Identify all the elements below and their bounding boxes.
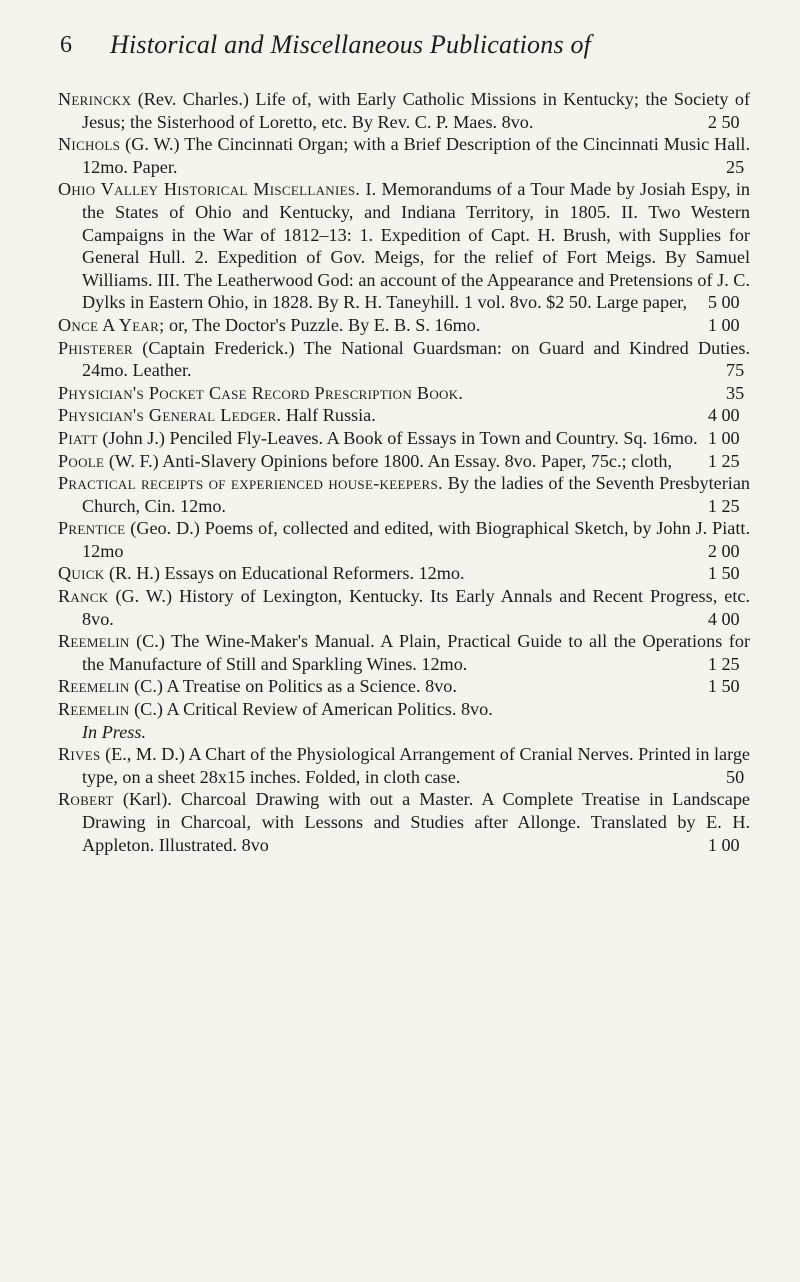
entry-price: 2 50 bbox=[707, 111, 740, 132]
entry-text: (C.) A Critical Review of American Politics. 8vo. bbox=[134, 699, 493, 720]
entry-price: 1 25 bbox=[707, 495, 740, 516]
entry-author: Quick bbox=[58, 563, 105, 584]
entry-price: 1 00 bbox=[707, 834, 740, 855]
entry-author: Reemelin bbox=[58, 699, 130, 720]
entry-price: 1 50 bbox=[707, 563, 740, 584]
entry-text: (R. H.) Essays on Educational Reformers. 12mo. bbox=[108, 563, 465, 584]
entry-text: (W. F.) Anti-Slavery Opinions before 1800. An Essay. 8vo. Paper, 75c.; cloth, bbox=[108, 450, 673, 471]
catalog-entry-reemelin-politics bbox=[58, 675, 750, 698]
catalog-entry-reemelin-review bbox=[58, 698, 750, 743]
entry-price: 1 00 bbox=[707, 427, 740, 448]
entry-price: 1 25 bbox=[707, 653, 740, 674]
entry-text: (E., M. D.) A Chart of the Physiological Arrangement of Cranial Nerves. Printed in large type, on a sheet 28x15 inches. Folded, in cloth case. bbox=[82, 744, 750, 787]
catalog-entries bbox=[58, 88, 750, 856]
entry-price: 1 50 bbox=[707, 676, 740, 697]
entry-text: (G. W.) The Cincinnati Organ; with a Brief Description of the Cincinnati Music Hall. 12mo. Paper. bbox=[82, 134, 751, 177]
entry-text: (C.) A Treatise on Politics as a Science. 8vo. bbox=[134, 676, 457, 697]
entry-text: (Rev. Charles.) Life of, with Early Catholic Missions in Kentucky; the Society of Jesus; the Sisterhood of Loretto, etc. By Rev. C. P. Maes. 8vo. bbox=[82, 89, 751, 132]
entry-price: 4 00 bbox=[707, 405, 740, 426]
entry-note: In Press. bbox=[82, 721, 146, 742]
entry-author: Rives bbox=[58, 744, 101, 765]
entry-author: Physician's Pocket Case Record Prescription Book. bbox=[58, 382, 464, 403]
catalog-entry-piatt bbox=[58, 427, 750, 450]
entry-text: (Karl). Charcoal Drawing with out a Master. A Complete Treatise in Landscape Drawing in Charcoal, with Lessons and Studies after Allonge. Translated by E. H. Appleton. Illustrated. 8vo bbox=[82, 789, 750, 855]
entry-author: Practical receipts of experienced house-keepers. bbox=[58, 473, 443, 494]
catalog-entry-rives: Rives (E., M. D.) A Chart of the Physiological Arrangement of Cranial Nerves. Printed in large type, on a sheet 28x15 inches. Folded, in cloth case. 50 bbox=[58, 744, 750, 787]
catalog-entry-practical-receipts bbox=[58, 472, 750, 517]
catalog-entry-ohio-valley bbox=[58, 178, 750, 314]
entry-author: Prentice bbox=[58, 518, 126, 539]
entry-author: Once A Year; bbox=[58, 314, 165, 335]
catalog-entry-quick bbox=[58, 562, 750, 585]
entry-author: Reemelin bbox=[58, 631, 130, 652]
entry-text: (G. W.) History of Lexington, Kentucky. Its Early Annals and Recent Progress, etc. 8vo. bbox=[82, 586, 750, 629]
entry-author: Nichols bbox=[58, 134, 121, 155]
entry-author: Ranck bbox=[58, 586, 109, 607]
entry-author: Ohio Valley Historical Miscellanies. bbox=[58, 179, 361, 200]
catalog-entry-nerinckx bbox=[58, 88, 750, 133]
catalog-entry-reemelin-wine bbox=[58, 630, 750, 675]
entry-price: 2 00 bbox=[707, 540, 740, 561]
catalog-entry-nichols: Nichols (G. W.) The Cincinnati Organ; with a Brief Description of the Cincinnati Music Hall. 12mo. Paper. 25 bbox=[58, 134, 751, 177]
entry-text: or, The Doctor's Puzzle. By E. B. S. 16mo. bbox=[169, 314, 481, 335]
entry-text: (John J.) Penciled Fly-Leaves. A Book of Essays in Town and Country. Sq. 16mo. bbox=[102, 427, 698, 448]
entry-author: Robert bbox=[58, 789, 114, 810]
entry-price: 4 00 bbox=[707, 608, 740, 629]
entry-price: 5 00 bbox=[707, 292, 740, 313]
entry-text: (Captain Frederick.) The National Guardsman: on Guard and Kindred Duties. 24mo. Leather. bbox=[82, 337, 751, 381]
entry-author: Reemelin bbox=[58, 676, 130, 697]
catalog-entry-robert bbox=[58, 788, 750, 856]
entry-text: (C.) The Wine-Maker's Manual. A Plain, Practical Guide to all the Operations for the Manufacture of Still and Sparkling Wines. 12mo. bbox=[82, 631, 750, 674]
running-head bbox=[60, 26, 750, 66]
entry-author: Piatt bbox=[58, 427, 98, 448]
entry-price: 1 25 bbox=[707, 450, 740, 471]
entry-price: 1 00 bbox=[707, 314, 740, 335]
entry-text: I. Memorandums of a Tour Made by Josiah Espy, in the States of Ohio and Kentucky, and Indiana Territory, in 1805. II. Two Western Campaigns in the War of 1812–13: 1. Expedition of Capt. H. Brush, with Supplies for General Hull. 2. Expedition of Gov. Meigs, for the relief of Fort Meigs. By Samuel Williams. III. The Leatherwood God: an account of the Appearance and Pretensions of J. C. Dylks in Eastern Ohio, in 1828. By R. H. Taneyhill. 1 vol. 8vo. $2 50. Large paper, bbox=[82, 179, 750, 313]
catalog-entry-once-a-year bbox=[58, 314, 750, 337]
entry-text: Half Russia. bbox=[285, 405, 376, 426]
catalog-entry-phisterer: Phisterer (Captain Frederick.) The National Guardsman: on Guard and Kindred Duties. 24mo. Leather. 75 bbox=[58, 337, 751, 381]
entry-text: By the ladies of the Seventh Presbyterian Church, Cin. 12mo. bbox=[82, 473, 751, 516]
catalog-entry-pocket-case: Physician's Pocket Case Record Prescription Book. 35 bbox=[58, 382, 745, 403]
catalog-entry-ranck bbox=[58, 585, 750, 630]
running-title: Historical and Miscellaneous Publications of bbox=[110, 30, 592, 59]
catalog-entry-prentice bbox=[58, 517, 750, 562]
entry-author: Phisterer bbox=[58, 337, 133, 358]
catalog-entry-poole bbox=[58, 450, 750, 473]
entry-text: (Geo. D.) Poems of, collected and edited, with Biographical Sketch, by John J. Piatt. 12mo bbox=[82, 518, 750, 561]
entry-author: Poole bbox=[58, 450, 105, 471]
entry-author: Physician's General Ledger. bbox=[58, 405, 282, 426]
catalog-entry-general-ledger bbox=[58, 404, 750, 427]
page-number: 6 bbox=[60, 32, 72, 58]
entry-author: Nerinckx bbox=[58, 89, 132, 109]
